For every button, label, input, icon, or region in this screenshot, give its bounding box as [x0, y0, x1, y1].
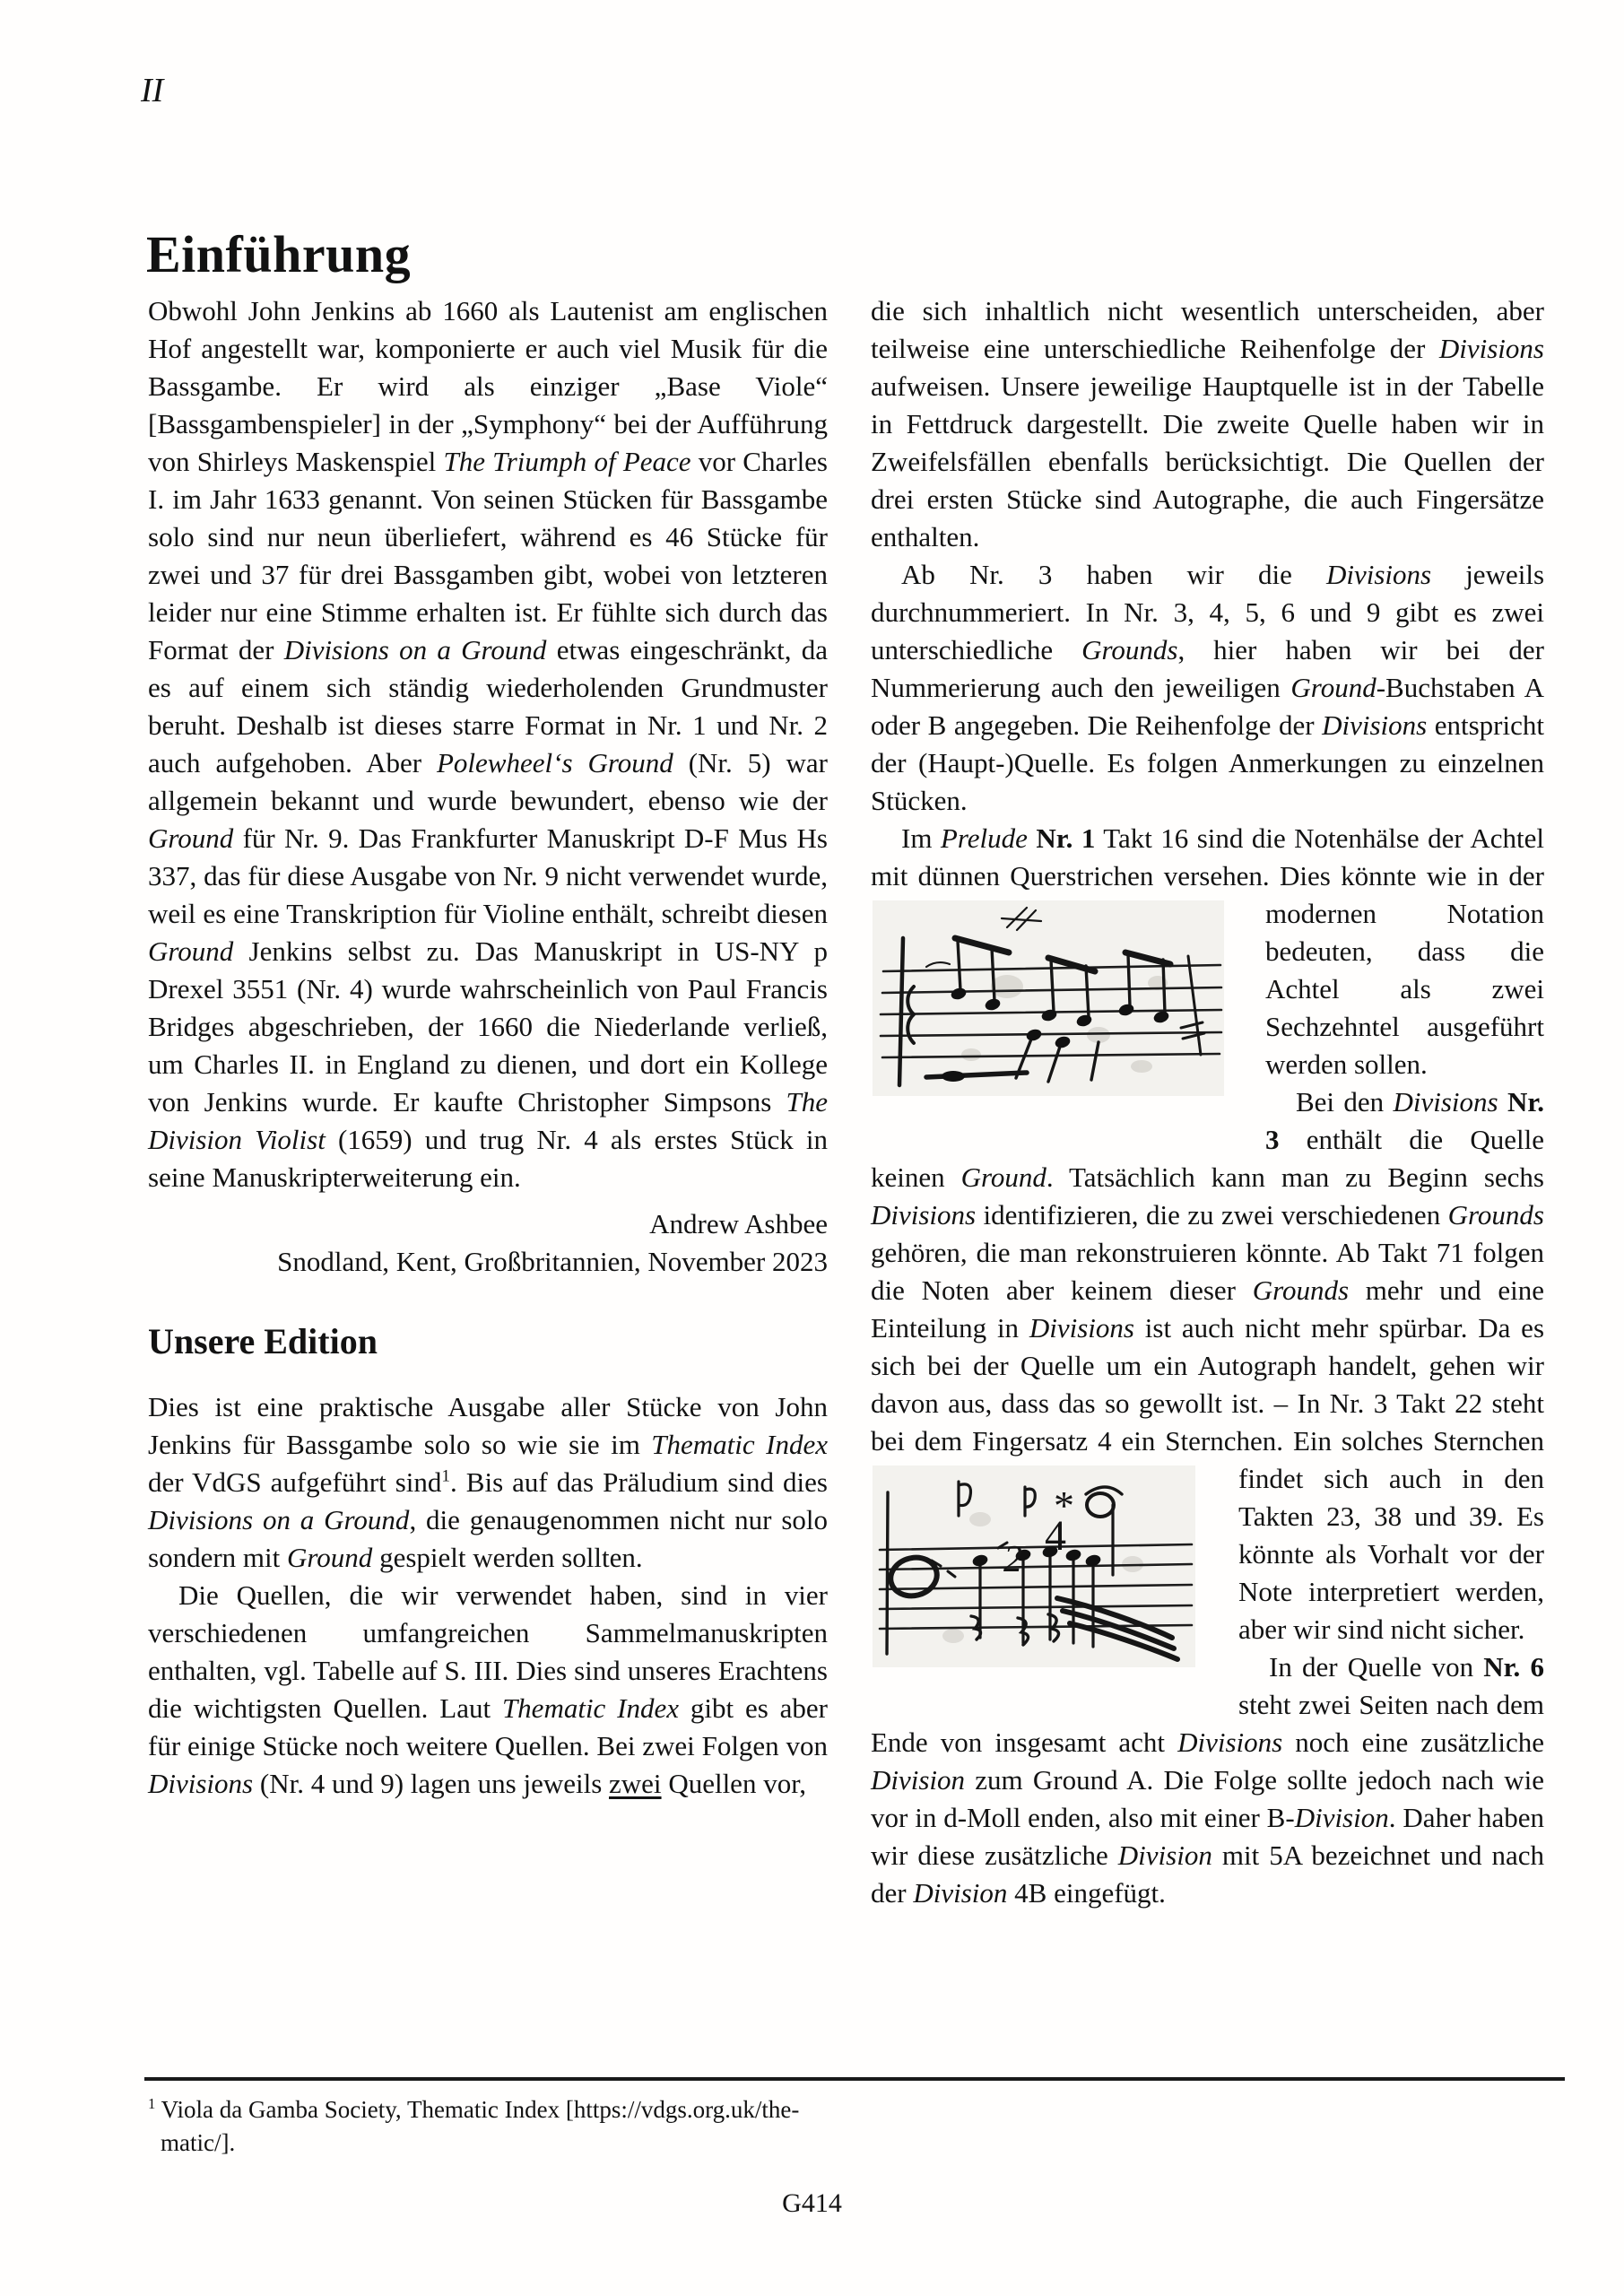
paragraph-divisions-nr3: Bei den Divisions Nr. 3 enthält die Quelle keinen Ground. Tatsächlich kann man zu Beginn sechs Divisions identifizieren, die zu zwei verschiedenen Grounds gehören, die man rekonstruieren könnte. Ab Takt 71 folgen die Noten aber keinem dieser Grounds mehr und eine Einteilung in Divisions ist auch nicht mehr spürbar. Da es sich bei der Quelle um ein Autograph handelt, gehen wir davon aus, dass das so gewollt ist. – In Nr. 3 Takt 22 steht bei dem Fingersatz 4 ein Sternchen. 2 4 * Ein solches Sternchen findet sich auch in den Takten 23, 38 und 39. Es könnte als Vorhalt vor der Note interpretiert werden, aber wir sind nicht sicher. [871, 1083, 1544, 1648]
author-signature [148, 1205, 828, 1281]
two-column-body [148, 292, 1544, 1912]
paragraph-sources-continued: die sich inhaltlich nicht wesentlich unterscheiden, aber teilweise eine unterschiedliche Reihenfolge der Divisions aufweisen. Unsere jeweilige Hauptquelle ist in der Tabelle in Fettdruck dargestellt. Die zweite Quelle haben wir in Zweifelsfällen ebenfalls berücksichtigt. Die Quellen der drei ersten Stücke sind Autographe, die auch Fingersätze enthalten. [871, 295, 1544, 552]
paragraph-quelle-nr6: In der Quelle von Nr. 6 steht zwei Seiten nach dem Ende von insgesamt acht Divisions noch eine zusätzliche Division zum Ground A. Die Folge sollte jedoch nach wie vor in d-Moll enden, also mit einer B-Division. Daher haben wir diese zusätzliche Division mit 5A bezeichnet und nach der Division 4B eingefügt. [871, 1651, 1545, 1909]
right-column [871, 292, 1544, 1912]
svg-text:4: 4 [1045, 1512, 1066, 1560]
paragraph-edition-2: Die Quellen, die wir verwendet haben, sind in vier verschiedenen umfangreichen Sammelmanuskripten enthalten, vgl. Tabelle auf S. III. Dies sind unseres Erachtens die wichtigsten Quellen. Laut Thematic Index gibt es aber für einige Stücke noch weitere Quellen. Bei zwei Folgen von Divisions (Nr. 4 und 9) lagen uns jeweils zwei Quellen vor, [148, 1579, 828, 1799]
footnote: $^1$ Viola da Gamba Society, Thematic Index [https://vdgs.org.uk/the-matic/]. [148, 2095, 800, 2156]
signature-place-date: Snodland, Kent, Großbritannien, November 2023 [277, 1246, 828, 1277]
page-title: Einführung [146, 224, 412, 283]
music-example-1-image [873, 900, 1224, 1096]
paragraph-prelude-nr1: Im Prelude Nr. 1 Takt 16 sind die Notenhälse der Achtel mit dünnen Querstrichen versehen. Dies könnte wie in der modernen Notation bedeuten, dass die Achtel als zwei Sechzehntel ausgeführt werden sollen. [871, 820, 1544, 1083]
music-example-2-image [873, 1465, 1195, 1667]
paragraph-numbering: Ab Nr. 3 haben wir die Divisions jeweils durchnummeriert. In Nr. 3, 4, 5, 6 und 9 gibt es zwei unterschiedliche Grounds, hier haben wir bei der Nummerierung auch den jeweiligen Ground-Buchstaben A oder B angegeben. Die Reihenfolge der Divisions entspricht der (Haupt-)Quelle. Es folgen Anmerkungen zu einzelnen Stücken. [871, 559, 1545, 816]
section-heading-unsere-edition: Unsere Edition [148, 1321, 378, 1361]
svg-text:2: 2 [1003, 1539, 1022, 1580]
footnote-rule [144, 2077, 1565, 2081]
paragraph-edition-1: Dies ist eine praktische Ausgabe aller Stücke von John Jenkins für Bassgambe solo so wie sie im Thematic Index der VdGS aufgeführt sind$^1$. Bis auf das Präludium sind dies Divisions on a Ground, die genaugenommen nicht nur solo sondern mit Ground gespielt werden sollten. [148, 1391, 828, 1573]
page-corner-label: II [141, 72, 164, 109]
left-column [148, 292, 828, 1803]
paragraph-intro: Obwohl John Jenkins ab 1660 als Lautenist am englischen Hof angestellt war, komponierte er auch viel Musik für die Bassgambe. Er wird als einziger „Base Viole“ [Bassgambenspieler] in der „Symphony“ bei der Aufführung von Shirleys Maskenspiel The Triumph of Peace vor Charles I. im Jahr 1633 genannt. Von seinen Stücken für Bassgambe solo sind nur neun überliefert, während es 46 Stücke für zwei und 37 für drei Bassgamben gibt, wobei von letzteren leider nur eine Stimme erhalten ist. Er fühlte sich durch das Format der Divisions on a Ground etwas eingeschränkt, da es auf einem sich ständig wiederholenden Grundmuster beruht. Deshalb ist dieses starre Format in Nr. 1 und Nr. 2 auch aufgehoben. Aber Polewheel‘s Ground (Nr. 5) war allgemein bekannt und wurde bewundert, ebenso wie der Ground für Nr. 9. Das Frankfurter Manuskript D-F Mus Hs 337, das für diese Ausgabe von Nr. 9 nicht verwendet wurde, weil es eine Transkription für Violine enthält, schreibt diesen Ground Jenkins selbst zu. Das Manuskript in US-NY p Drexel 3551 (Nr. 4) wurde wahrscheinlich von Paul Francis Bridges abgeschrieben, der 1660 die Niederlande verließ, um Charles II. in England zu dienen, und dort ein Kollege von Jenkins wurde. Er kaufte Christopher Simpsons The Division Violist (1659) und trug Nr. 4 als erstes Stück in seine Manuskripterweiterung ein. [148, 295, 829, 1193]
svg-text:*: * [1054, 1483, 1074, 1528]
page-number: G414 [782, 2188, 842, 2218]
signature-name: Andrew Ashbee [649, 1208, 828, 1239]
